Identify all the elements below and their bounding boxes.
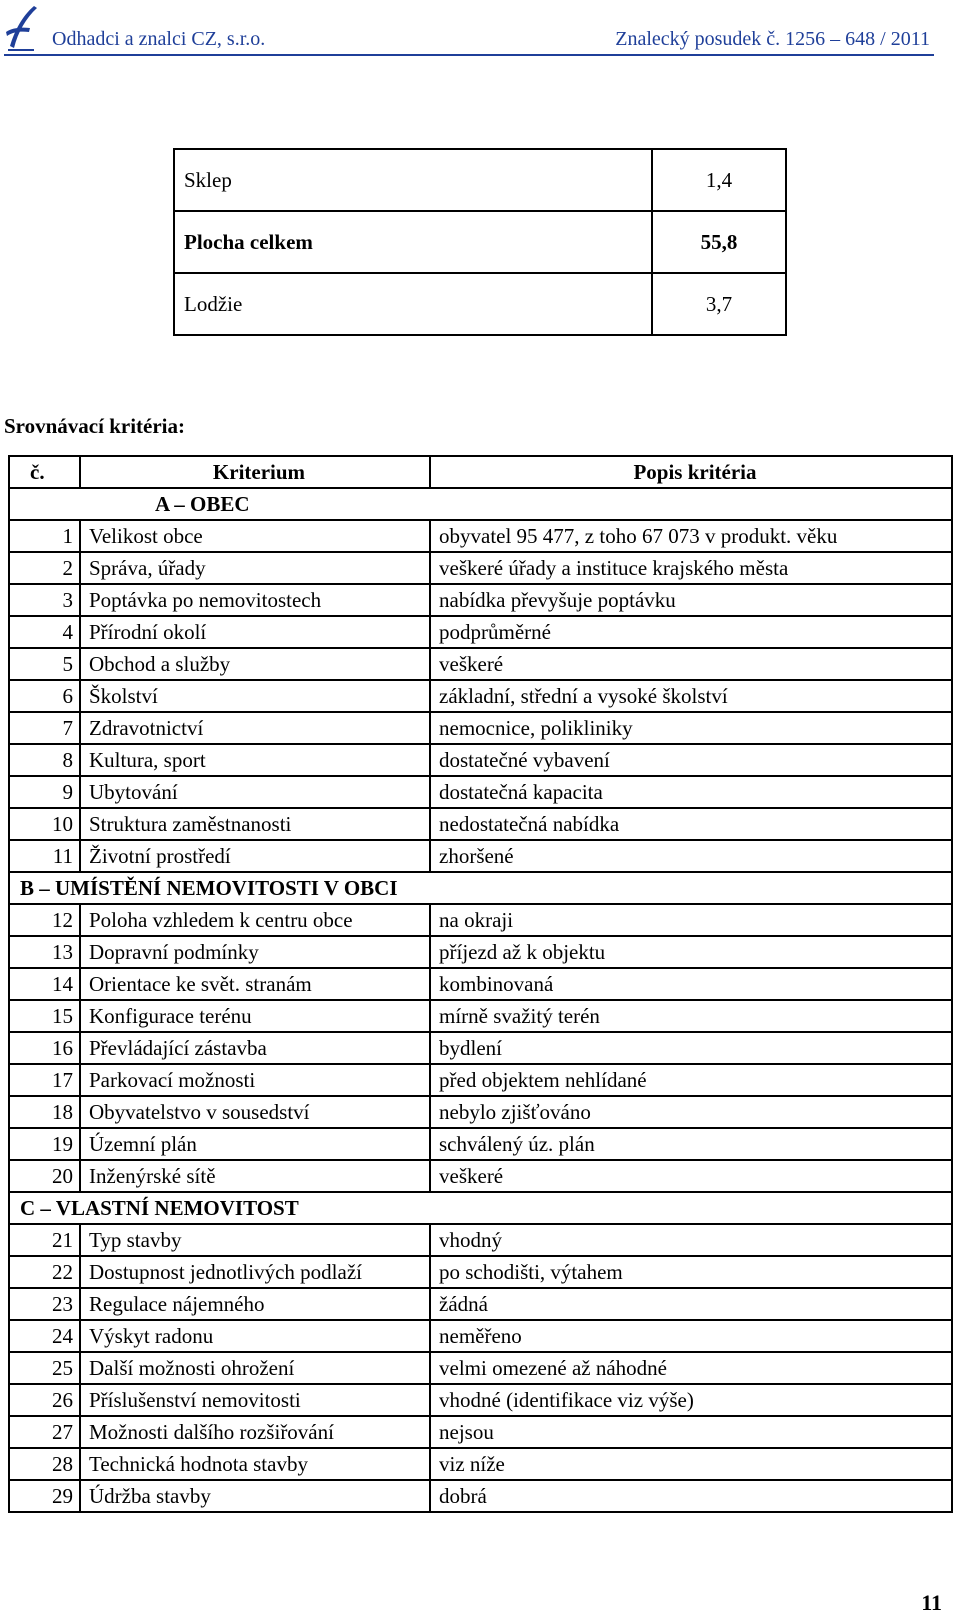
criteria-row — [9, 1416, 952, 1448]
area-label-cell: Plocha celkem — [174, 211, 652, 273]
criteria-name-cell: Zdravotnictví — [80, 712, 430, 744]
criteria-description-cell: dostatečná kapacita — [430, 776, 952, 808]
criteria-number-cell: 5 — [9, 648, 80, 680]
criteria-description-cell: nedostatečná nabídka — [430, 808, 952, 840]
criteria-name-cell: Regulace nájemného — [80, 1288, 430, 1320]
area-value-cell: 55,8 — [652, 211, 786, 273]
criteria-name-cell: Technická hodnota stavby — [80, 1448, 430, 1480]
criteria-description-cell: obyvatel 95 477, z toho 67 073 v produkt. věku — [430, 520, 952, 552]
criteria-name-cell: Parkovací možnosti — [80, 1064, 430, 1096]
criteria-row — [9, 1096, 952, 1128]
criteria-table-header-row — [9, 456, 952, 488]
criteria-name-cell: Dopravní podmínky — [80, 936, 430, 968]
criteria-number-cell: 2 — [9, 552, 80, 584]
criteria-description-cell: před objektem nehlídané — [430, 1064, 952, 1096]
criteria-name-cell: Obyvatelstvo v sousedství — [80, 1096, 430, 1128]
criteria-row — [9, 840, 952, 872]
criteria-name-cell: Možnosti dalšího rozšiřování — [80, 1416, 430, 1448]
criteria-number-cell: 17 — [9, 1064, 80, 1096]
criteria-row — [9, 776, 952, 808]
criteria-row — [9, 648, 952, 680]
criteria-name-cell: Obchod a služby — [80, 648, 430, 680]
criteria-name-cell: Dostupnost jednotlivých podlaží — [80, 1256, 430, 1288]
criteria-row — [9, 584, 952, 616]
criteria-row — [9, 1448, 952, 1480]
criteria-name-cell: Převládající zástavba — [80, 1032, 430, 1064]
criteria-name-cell: Velikost obce — [80, 520, 430, 552]
criteria-number-cell: 25 — [9, 1352, 80, 1384]
criteria-description-cell: příjezd až k objektu — [430, 936, 952, 968]
area-label-cell: Sklep — [174, 149, 652, 211]
criteria-number-cell: 21 — [9, 1224, 80, 1256]
criteria-row — [9, 1032, 952, 1064]
page-header — [0, 0, 960, 58]
criteria-name-cell: Školství — [80, 680, 430, 712]
criteria-name-cell: Ubytování — [80, 776, 430, 808]
criteria-row — [9, 1224, 952, 1256]
criteria-description-cell: nejsou — [430, 1416, 952, 1448]
criteria-description-cell: na okraji — [430, 904, 952, 936]
criteria-description-cell: vhodný — [430, 1224, 952, 1256]
criteria-row — [9, 936, 952, 968]
criteria-description-cell: základní, střední a vysoké školství — [430, 680, 952, 712]
criteria-description-cell: velmi omezené až náhodné — [430, 1352, 952, 1384]
criteria-group-title: A – OBEC — [9, 488, 430, 520]
criteria-description-cell: dobrá — [430, 1480, 952, 1512]
criteria-description-cell: viz níže — [430, 1448, 952, 1480]
criteria-number-cell: 3 — [9, 584, 80, 616]
criteria-description-cell: nebylo zjišťováno — [430, 1096, 952, 1128]
criteria-group-row — [9, 872, 952, 904]
criteria-number-cell: 26 — [9, 1384, 80, 1416]
criteria-row — [9, 1000, 952, 1032]
criteria-name-cell: Konfigurace terénu — [80, 1000, 430, 1032]
criteria-description-cell: žádná — [430, 1288, 952, 1320]
criteria-description-cell: dostatečné vybavení — [430, 744, 952, 776]
area-value-cell: 1,4 — [652, 149, 786, 211]
criteria-number-cell: 15 — [9, 1000, 80, 1032]
criteria-group-row — [9, 488, 952, 520]
criteria-description-cell: schválený úz. plán — [430, 1128, 952, 1160]
criteria-number-cell: 13 — [9, 936, 80, 968]
criteria-number-cell: 9 — [9, 776, 80, 808]
criteria-description-cell: po schodišti, výtahem — [430, 1256, 952, 1288]
criteria-number-cell: 14 — [9, 968, 80, 1000]
criteria-number-cell: 12 — [9, 904, 80, 936]
criteria-number-cell: 6 — [9, 680, 80, 712]
criteria-row — [9, 1256, 952, 1288]
header-number-cell: č. — [9, 456, 80, 488]
criteria-number-cell: 16 — [9, 1032, 80, 1064]
criteria-name-cell: Typ stavby — [80, 1224, 430, 1256]
criteria-number-cell: 1 — [9, 520, 80, 552]
criteria-row — [9, 1480, 952, 1512]
criteria-group-title: C – VLASTNÍ NEMOVITOST — [9, 1192, 952, 1224]
company-logo-icon — [4, 2, 40, 52]
criteria-description-cell: bydlení — [430, 1032, 952, 1064]
criteria-name-cell: Výskyt radonu — [80, 1320, 430, 1352]
criteria-description-cell: vhodné (identifikace viz výše) — [430, 1384, 952, 1416]
criteria-number-cell: 19 — [9, 1128, 80, 1160]
header-company-name: Odhadci a znalci CZ, s.r.o. — [52, 28, 266, 50]
criteria-row — [9, 744, 952, 776]
criteria-number-cell: 7 — [9, 712, 80, 744]
criteria-number-cell: 10 — [9, 808, 80, 840]
criteria-section-title: Srovnávací kritéria: — [4, 414, 186, 438]
criteria-row — [9, 1160, 952, 1192]
criteria-name-cell: Inženýrské sítě — [80, 1160, 430, 1192]
area-label-cell: Lodžie — [174, 273, 652, 335]
criteria-row — [9, 680, 952, 712]
criteria-row — [9, 1128, 952, 1160]
criteria-table — [8, 455, 953, 1513]
criteria-row — [9, 808, 952, 840]
criteria-description-cell: veškeré — [430, 1160, 952, 1192]
area-row — [174, 211, 786, 273]
criteria-description-cell: veškeré úřady a instituce krajského města — [430, 552, 952, 584]
criteria-row — [9, 904, 952, 936]
criteria-row — [9, 1288, 952, 1320]
criteria-number-cell: 18 — [9, 1096, 80, 1128]
criteria-name-cell: Struktura zaměstnanosti — [80, 808, 430, 840]
criteria-row — [9, 1384, 952, 1416]
criteria-name-cell: Životní prostředí — [80, 840, 430, 872]
criteria-group-empty-cell — [430, 488, 952, 520]
header-description-cell: Popis kritéria — [430, 456, 952, 488]
criteria-description-cell: nemocnice, polikliniky — [430, 712, 952, 744]
criteria-number-cell: 29 — [9, 1480, 80, 1512]
page-number: 11 — [921, 1590, 942, 1615]
criteria-row — [9, 1320, 952, 1352]
criteria-number-cell: 22 — [9, 1256, 80, 1288]
criteria-number-cell: 27 — [9, 1416, 80, 1448]
criteria-name-cell: Kultura, sport — [80, 744, 430, 776]
criteria-row — [9, 712, 952, 744]
criteria-description-cell: kombinovaná — [430, 968, 952, 1000]
criteria-name-cell: Příslušenství nemovitosti — [80, 1384, 430, 1416]
area-table — [173, 148, 787, 336]
criteria-number-cell: 28 — [9, 1448, 80, 1480]
criteria-description-cell: mírně svažitý terén — [430, 1000, 952, 1032]
criteria-row — [9, 520, 952, 552]
criteria-number-cell: 8 — [9, 744, 80, 776]
header-criterion-cell: Kriterium — [80, 456, 430, 488]
criteria-description-cell: veškeré — [430, 648, 952, 680]
criteria-name-cell: Další možnosti ohrožení — [80, 1352, 430, 1384]
criteria-row — [9, 552, 952, 584]
criteria-group-title: B – UMÍSTĚNÍ NEMOVITOSTI V OBCI — [9, 872, 952, 904]
criteria-description-cell: zhoršené — [430, 840, 952, 872]
criteria-row — [9, 1352, 952, 1384]
header-document-reference: Znalecký posudek č. 1256 – 648 / 2011 — [615, 28, 930, 50]
area-row — [174, 149, 786, 211]
criteria-name-cell: Poptávka po nemovitostech — [80, 584, 430, 616]
criteria-number-cell: 24 — [9, 1320, 80, 1352]
criteria-row — [9, 1064, 952, 1096]
criteria-name-cell: Územní plán — [80, 1128, 430, 1160]
criteria-number-cell: 4 — [9, 616, 80, 648]
criteria-name-cell: Správa, úřady — [80, 552, 430, 584]
criteria-row — [9, 968, 952, 1000]
criteria-description-cell: nabídka převyšuje poptávku — [430, 584, 952, 616]
criteria-row — [9, 616, 952, 648]
criteria-name-cell: Údržba stavby — [80, 1480, 430, 1512]
criteria-name-cell: Orientace ke svět. stranám — [80, 968, 430, 1000]
criteria-name-cell: Poloha vzhledem k centru obce — [80, 904, 430, 936]
criteria-number-cell: 11 — [9, 840, 80, 872]
criteria-description-cell: podprůměrné — [430, 616, 952, 648]
criteria-group-row — [9, 1192, 952, 1224]
criteria-number-cell: 20 — [9, 1160, 80, 1192]
area-row — [174, 273, 786, 335]
criteria-description-cell: neměřeno — [430, 1320, 952, 1352]
area-value-cell: 3,7 — [652, 273, 786, 335]
header-divider — [4, 54, 934, 56]
criteria-name-cell: Přírodní okolí — [80, 616, 430, 648]
criteria-number-cell: 23 — [9, 1288, 80, 1320]
